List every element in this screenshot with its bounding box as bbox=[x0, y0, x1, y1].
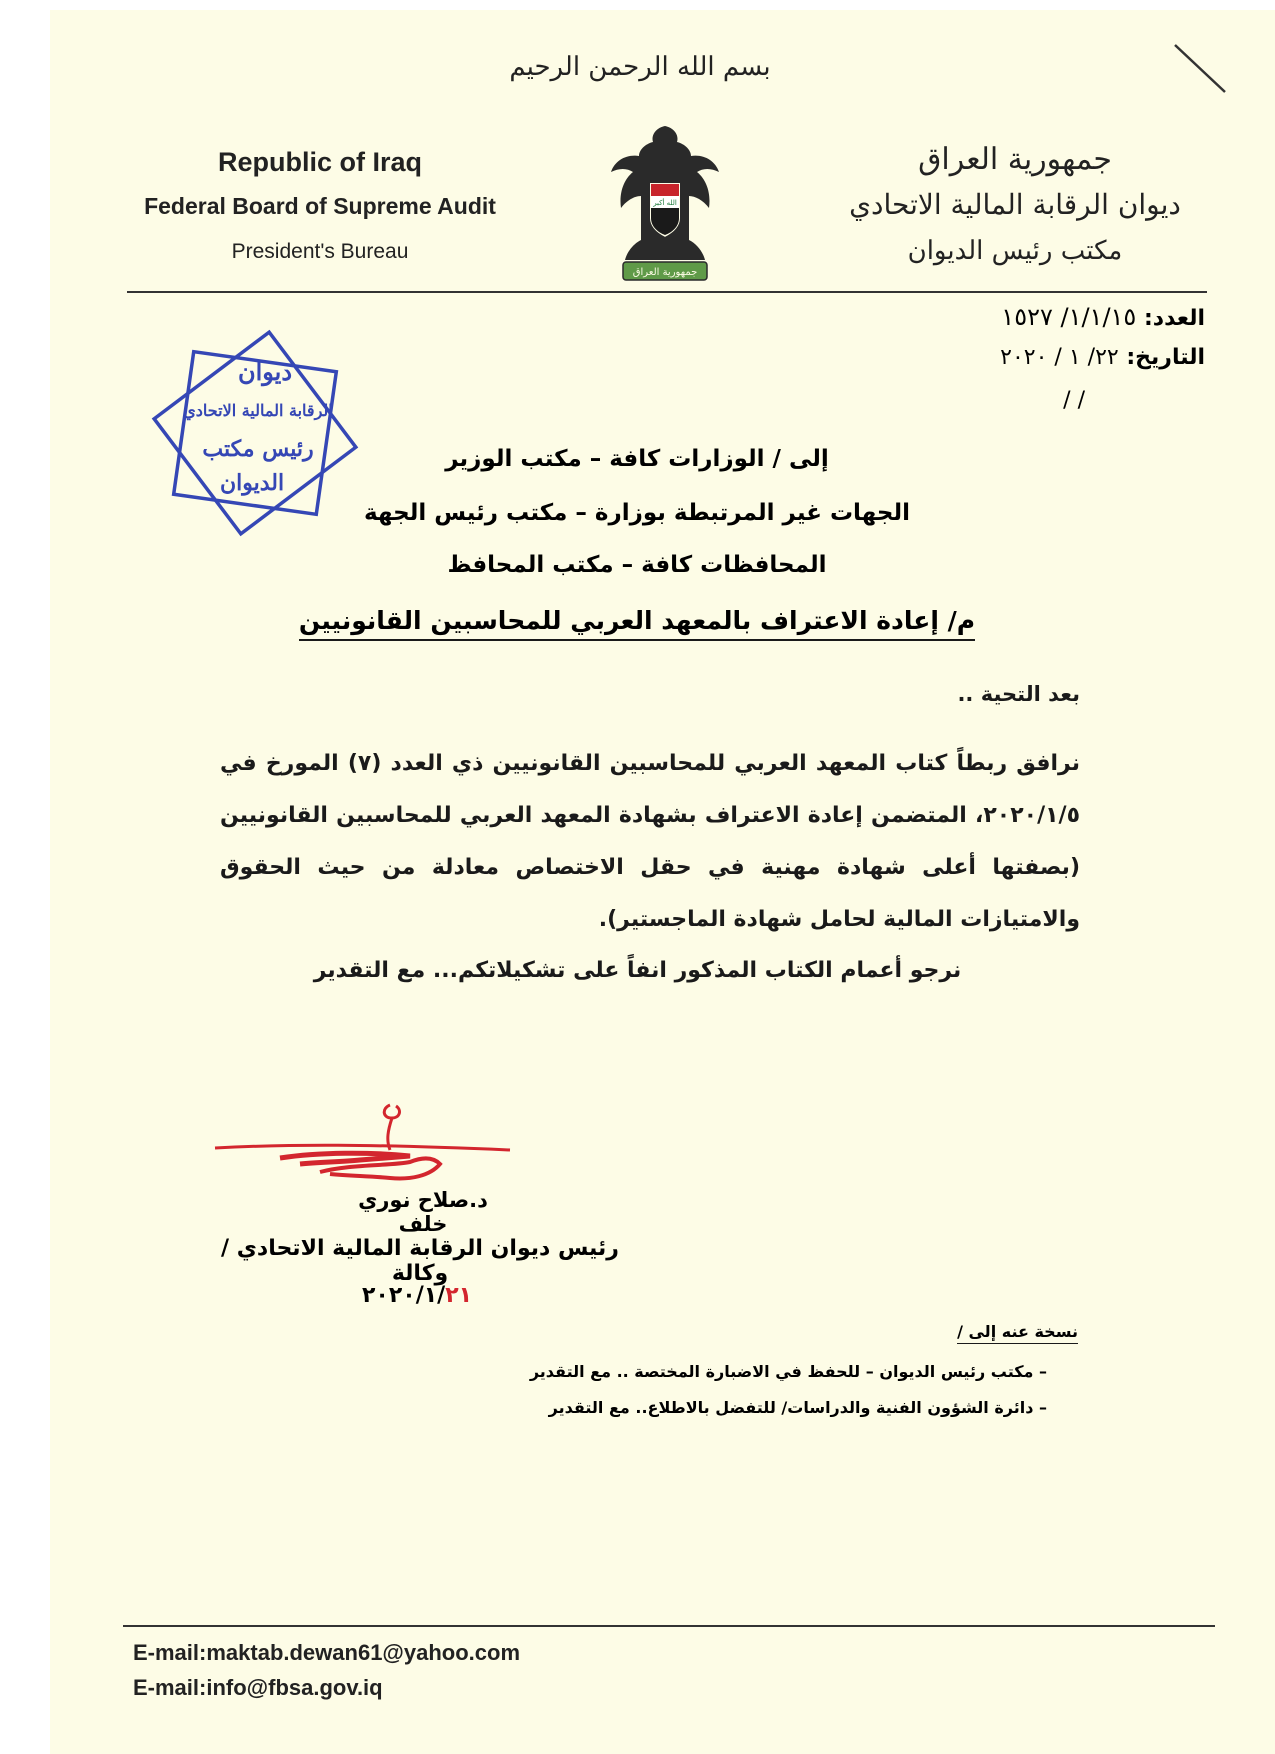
iraq-emblem-icon bbox=[605, 120, 725, 285]
footer-email-2: E-mail:info@fbsa.gov.iq bbox=[133, 1675, 383, 1700]
signature-date bbox=[362, 1283, 472, 1308]
addressee-entities: الجهات غير المرتبطة بوزارة – مكتب رئيس الجهة bbox=[364, 500, 910, 526]
header-en-bureau: President's Bureau bbox=[231, 240, 409, 263]
addressee-governorates: المحافظات كافة – مكتب المحافظ bbox=[447, 552, 827, 578]
letter-number bbox=[785, 303, 1205, 331]
stamp-line4: الديوان bbox=[219, 470, 285, 496]
signature-date-prefix: ٢٠٢٠/١/ bbox=[362, 1283, 446, 1308]
header-en-country: Republic of Iraq bbox=[217, 147, 423, 177]
number-label: العدد: bbox=[1143, 306, 1205, 331]
header-ar-country: جمهورية العراق bbox=[918, 142, 1112, 177]
copy-item-2: – دائرة الشؤون الفنية والدراسات/ للتفضل بالاطلاع.. مع التقدير bbox=[548, 1398, 1047, 1417]
stamp-line1: ديوان bbox=[237, 357, 293, 386]
subject-text: م/ إعادة الاعتراف بالمعهد العربي للمحاسبين القانونيين bbox=[299, 606, 975, 641]
signature-date-day: ٢١ bbox=[445, 1283, 473, 1308]
header-divider bbox=[127, 291, 1207, 293]
closing-line: نرجو أعمام الكتاب المذكور انفاً على تشكيلاتكم... مع التقدير bbox=[313, 958, 962, 983]
emblem-label: جمهورية العراق bbox=[632, 267, 698, 278]
copies-label: نسخة عنه إلى / bbox=[957, 1322, 1078, 1344]
letter-subject bbox=[187, 606, 1087, 635]
header-ar-board: ديوان الرقابة المالية الاتحادي bbox=[849, 188, 1181, 221]
copy-item-1: – مكتب رئيس الديوان – للحفظ في الاضبارة المختصة .. مع التقدير bbox=[529, 1362, 1047, 1381]
signatory-title: رئيس ديوان الرقابة المالية الاتحادي / وكالة bbox=[221, 1236, 619, 1286]
addressee-ministries: إلى / الوزارات كافة – مكتب الوزير bbox=[445, 446, 829, 472]
stamp-line2: الرقابة المالية الاتحادي bbox=[183, 401, 333, 420]
basmala: بسم الله الرحمن الرحيم bbox=[509, 52, 771, 82]
footer-divider bbox=[123, 1625, 1215, 1627]
signatory-name: د.صلاح نوري خلف bbox=[358, 1188, 488, 1236]
letter-date bbox=[785, 345, 1205, 370]
handwritten-signature bbox=[210, 1100, 520, 1200]
body-paragraph: نرافق ربطاً كتاب المعهد العربي للمحاسبين القانونيين ذي العدد (٧) المورخ في ٢٠٢٠/١/٥، المتضمن إعادة الاعتراف بشهادة المعهد العربي للمحاسبين القانونيين (بصفتها أعلى شهادة مهنية في حقل الاختصاص معادلة من حيث الحقوق والامتيازات المالية لحامل شهادة الماجستير). bbox=[220, 751, 1080, 932]
blank-date-slashes: / / bbox=[1063, 388, 1085, 413]
header-ar-bureau: مكتب رئيس الديوان bbox=[907, 236, 1123, 266]
date-value: ٢٢/ ١ / ٢٠٢٠ bbox=[1000, 345, 1119, 370]
corner-pen-mark bbox=[1170, 40, 1230, 100]
date-label: التاريخ: bbox=[1126, 345, 1205, 370]
footer-email-1: E-mail:maktab.dewan61@yahoo.com bbox=[133, 1640, 521, 1665]
stamp-line3: رئيس مكتب bbox=[202, 436, 314, 462]
header-en-board: Federal Board of Supreme Audit bbox=[144, 193, 496, 219]
number-value: ١/١/١٥/ ١٥٢٧ bbox=[1001, 303, 1137, 331]
greeting: بعد التحية .. bbox=[957, 682, 1080, 706]
emblem-motto: الله أكبر bbox=[653, 199, 677, 207]
